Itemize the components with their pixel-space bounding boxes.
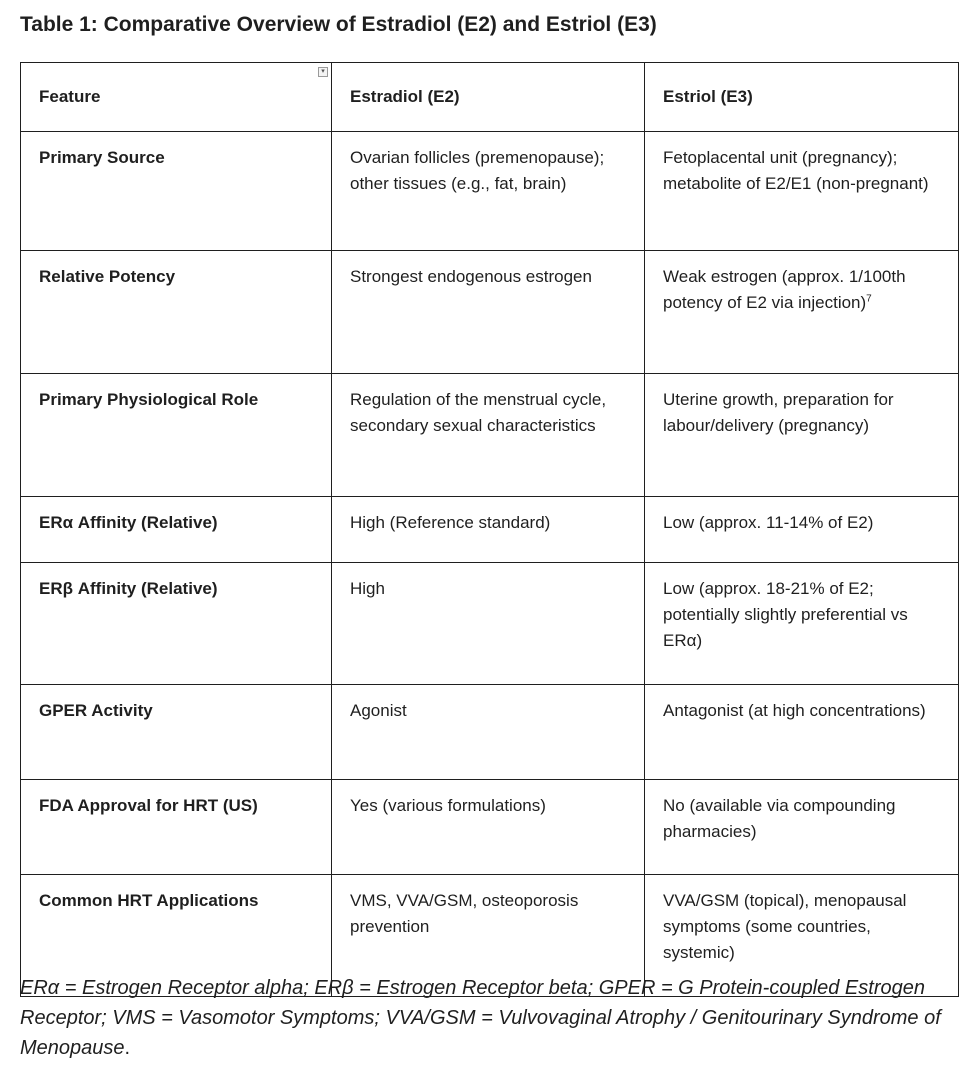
cell-estradiol: Yes (various formulations) [332, 780, 645, 875]
table-title: Table 1: Comparative Overview of Estradiol (E2) and Estriol (E3) [20, 13, 657, 36]
cell-feature: FDA Approval for HRT (US) [21, 780, 332, 875]
column-header-estriol [645, 63, 959, 132]
cell-feature: Primary Source [21, 132, 332, 251]
cell-estradiol: Agonist [332, 685, 645, 780]
column-header-feature[interactable] [21, 63, 332, 132]
cell-estradiol: High (Reference standard) [332, 497, 645, 563]
cell-estriol: Fetoplacental unit (pregnancy); metabolite of E2/E1 (non-pregnant) [645, 132, 959, 251]
cell-estriol [645, 251, 959, 374]
table-header-row [21, 63, 959, 132]
comparison-table [20, 62, 959, 997]
cell-feature: ERα Affinity (Relative) [21, 497, 332, 563]
cell-estradiol: High [332, 563, 645, 685]
cell-estradiol: Ovarian follicles (premenopause); other tissues (e.g., fat, brain) [332, 132, 645, 251]
cell-feature: Common HRT Applications [21, 875, 332, 997]
cell-text: Weak estrogen (approx. 1/100th potency of E2 via injection) [663, 267, 906, 312]
column-header-label: Estriol (E3) [663, 87, 753, 106]
cell-estriol: Low (approx. 11-14% of E2) [645, 497, 959, 563]
cell-feature: Primary Physiological Role [21, 374, 332, 497]
footnote-period: . [124, 1037, 131, 1059]
cell-estriol: No (available via compounding pharmacies) [645, 780, 959, 875]
column-header-label: Estradiol (E2) [350, 87, 460, 106]
table-row [21, 132, 959, 251]
table-footnote [20, 973, 950, 1063]
table-row [21, 780, 959, 875]
column-header-estradiol [332, 63, 645, 132]
cell-estriol: VVA/GSM (topical), menopausal symptoms (some countries, systemic) [645, 875, 959, 997]
cell-estradiol: Strongest endogenous estrogen [332, 251, 645, 374]
cell-feature: Relative Potency [21, 251, 332, 374]
table-row [21, 374, 959, 497]
cell-feature: ERβ Affinity (Relative) [21, 563, 332, 685]
cell-estriol: Uterine growth, preparation for labour/delivery (pregnancy) [645, 374, 959, 497]
cell-estradiol: Regulation of the menstrual cycle, secondary sexual characteristics [332, 374, 645, 497]
table-row [21, 563, 959, 685]
cell-estriol: Antagonist (at high concentrations) [645, 685, 959, 780]
table-row [21, 685, 959, 780]
cell-feature: GPER Activity [21, 685, 332, 780]
column-header-label: Feature [39, 87, 101, 106]
reference-superscript[interactable]: 7 [866, 293, 872, 305]
cell-estradiol: VMS, VVA/GSM, osteoporosis prevention [332, 875, 645, 997]
cell-estriol: Low (approx. 18-21% of E2; potentially slightly preferential vs ERα) [645, 563, 959, 685]
chevron-down-icon[interactable]: ▾ [318, 67, 328, 77]
footnote-text: ERα = Estrogen Receptor alpha; ERβ = Estrogen Receptor beta; GPER = G Protein-coupled Estrogen Receptor; VMS = Vasomotor Symptoms; VVA/GSM = Vulvovaginal Atrophy / Genitourinary Syndrome of Menopause [20, 977, 941, 1059]
table-row [21, 497, 959, 563]
table-row [21, 251, 959, 374]
